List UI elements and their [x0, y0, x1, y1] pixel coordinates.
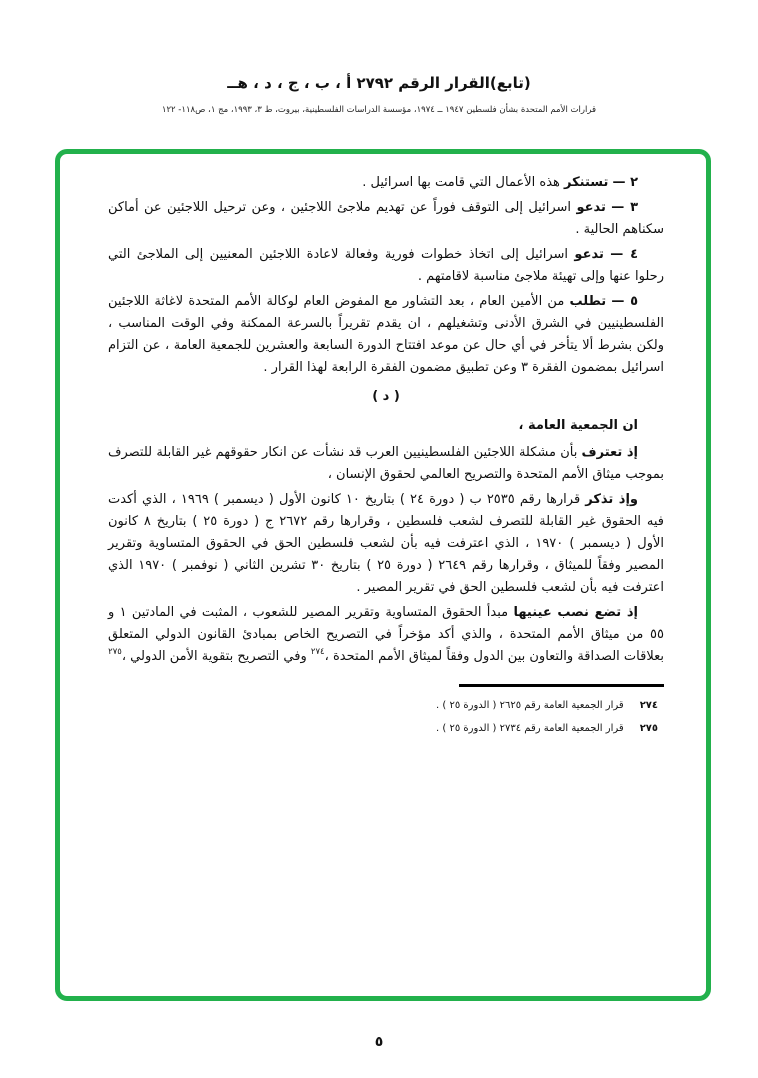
footnote-275 [108, 722, 658, 736]
paragraph-text: مبدأ الحقوق المتساوية وتقرير المصير للشعوب ، المثبت في المادتين ١ و ٥٥ من ميثاق الأمم المتحدة ، والذي أكد مؤخراً في التصريح الخاص بمبادئ القانون الدولي المتعلق بعلاقات الصداقة والتعاون بين الدول وفقاً لميثاق الأمم المتحدة ، [108, 605, 664, 664]
paragraph-bearing-in-mind [108, 602, 664, 668]
paragraph-text: قرارها رقم ٢٥٣٥ ب ( دورة ٢٤ ) بتاريخ ١٠ كانون الأول ( ديسمبر ) ١٩٦٩ ، الذي أكدت فيه الحقوق غير القابلة للتصرف لشعب فلسطين ، وقرارها رقم ٢٦٧٢ ج ( دورة ٢٥ ) بتاريخ ٨ كانون الأول ( ديسمبر ) ١٩٧٠ ، الذي اعترفت فيه بأن لشعب فلسطين الحق في الحقوق المتساوية وتقرير المصير وفقاً للميثاق ، وقرارها رقم ٢٦٤٩ ( دورة ٢٥ ) بتاريخ ٣٠ تشرين الثاني ( نوفمبر ) ١٩٧٠ الذي اعترفت فيه بأن لشعب فلسطين الحق في تقرير المصير . [108, 492, 664, 595]
paragraph-lead: تدعو [576, 200, 606, 215]
paragraph-recognizing [108, 442, 664, 486]
paragraph-text: اسرائيل إلى التوقف فوراً عن تهديم ملاجئ اللاجئين ، وعن ترحيل اللاجئين عن أماكن سكناهم الحالية . [108, 200, 664, 237]
general-assembly-line: ان الجمعية العامة ، [518, 418, 638, 433]
page-number: ٥ [374, 1034, 384, 1050]
page-header [0, 74, 758, 115]
paragraph-calls-upon-steps [108, 244, 664, 288]
paragraph-text: بأن مشكلة اللاجئين الفلسطينيين العرب قد نشأت عن انكار حقوقهم غير القابلة للتصرف بموجب ميثاق الأمم المتحدة والتصريح العالمي لحقوق الإنسان ، [108, 445, 664, 482]
footnote-text: قرار الجمعية العامة رقم ٢٦٢٥ ( الدورة ٢٥ ) . [436, 700, 624, 711]
paragraph-lead: تدعو [574, 247, 604, 262]
section-d-heading: ( د ) [372, 389, 400, 404]
footnote-number: ٢٧٥ [639, 723, 658, 734]
paragraph-deplores [108, 172, 664, 194]
paragraph-lead: إذ تعترف [581, 445, 638, 460]
green-content-frame [55, 149, 711, 1001]
paragraph-number: ٣ — [611, 200, 639, 215]
footnote-number: ٢٧٤ [639, 700, 658, 711]
footnote-separator-rule [459, 684, 664, 687]
source-citation: قرارات الأمم المتحدة بشأن فلسطين ١٩٤٧ ــ ١٩٧٤، مؤسسة الدراسات الفلسطينية، بيروت، ط ٣، ١٩٩٣، مج ١، ص١١٨- ١٢٢ [161, 105, 597, 115]
paragraph-lead: تستنكر [564, 175, 609, 190]
paragraph-text: من الأمين العام ، بعد التشاور مع المفوض العام لوكالة الأمم المتحدة لاغاثة اللاجئين الفلسطينيين في الشرق الأدنى وتشغيلهم ، ان يقدم تقريراً بالسرعة الممكنة وفي الوقت المناسب ، ولكن بشرط ألا يتأخر في أي حال عن موعد افتتاح الدورة السابعة والعشرين للجمعية العامة ، عن التزام اسرائيل بمضمون الفقرة ٣ وعن تطبيق مضمون الفقرة الرابعة لهذا القرار . [108, 294, 664, 375]
paragraph-text: اسرائيل إلى اتخاذ خطوات فورية وفعالة لاعادة اللاجئين المعنيين إلى الملاجئ التي رحلوا عنها وإلى تهيئة ملاجئ مناسبة لاقامتهم . [108, 247, 664, 284]
paragraph-number: ٤ — [610, 247, 639, 262]
footnote-ref-274: ٢٧٤ [310, 647, 325, 657]
paragraph-text: وفي التصريح بتقوية الأمن الدولي ، [121, 649, 307, 664]
footnotes-block [108, 699, 664, 736]
paragraph-text: هذه الأعمال التي قامت بها اسرائيل . [362, 175, 560, 190]
paragraph-calls-upon-stop [108, 197, 664, 241]
paragraph-number: ٥ — [611, 294, 638, 309]
paragraph-requests-sg [108, 291, 664, 379]
paragraph-lead: وإذ تذكر [585, 492, 638, 507]
footnote-text: قرار الجمعية العامة رقم ٢٧٣٤ ( الدورة ٢٥ ) . [436, 723, 624, 734]
footnote-274 [108, 699, 658, 713]
paragraph-lead: إذ تضع نصب عينيها [513, 605, 638, 620]
paragraph-number: ٢ — [612, 175, 638, 190]
paragraph-recalling-resolutions [108, 489, 664, 599]
footnote-ref-275: ٢٧٥ [108, 647, 122, 657]
resolution-title: (تابع)القرار الرقم ٢٧٩٢ أ ، ب ، ج ، د ، هــ [227, 74, 531, 92]
resolution-body [60, 154, 706, 736]
paragraph-lead: تطلب [569, 294, 607, 309]
